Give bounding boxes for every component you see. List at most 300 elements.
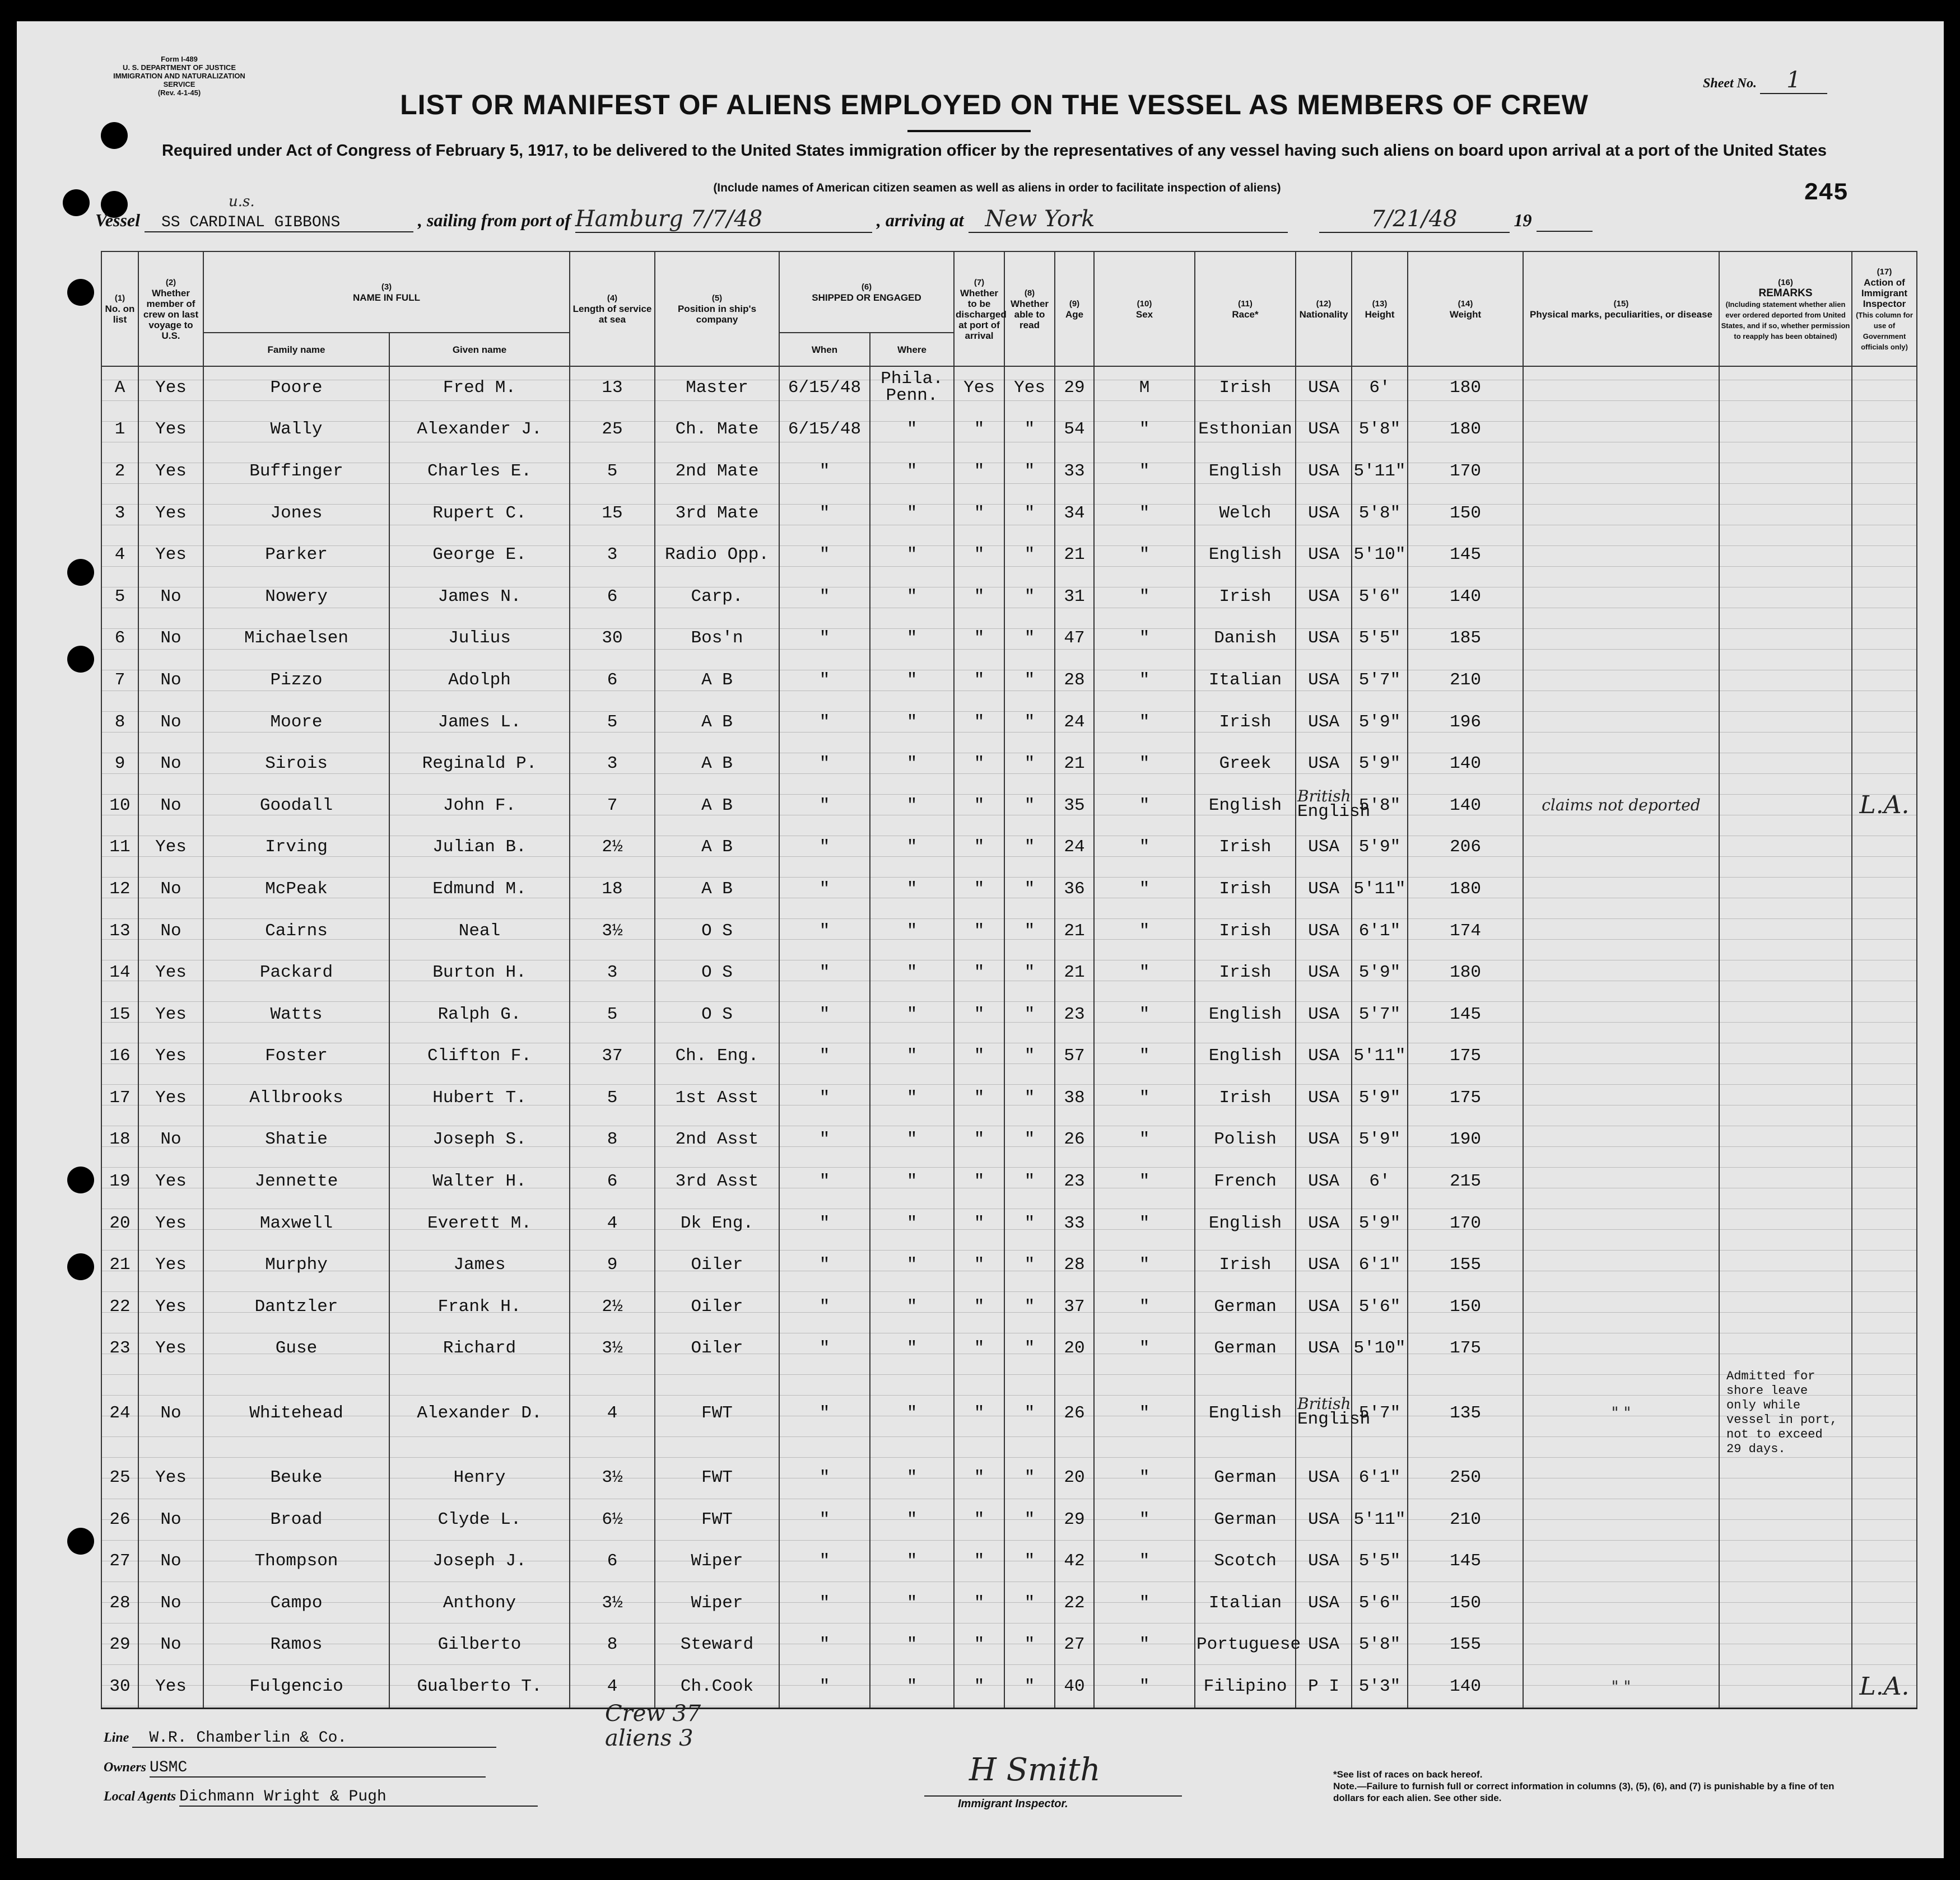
last-voyage-cell: [138, 1499, 203, 1541]
shipped-when-cell: [779, 868, 870, 910]
position-cell: [655, 1540, 779, 1582]
table-row: [101, 1119, 1917, 1161]
able-to-read-cell: [1004, 1499, 1055, 1541]
discharged-value: ": [974, 628, 985, 649]
family-name-cell: [203, 701, 389, 743]
inspector-action-cell: [1852, 743, 1917, 785]
service-length-value: 6: [607, 586, 618, 607]
height-cell: [1352, 993, 1408, 1035]
sex-cell: [1094, 618, 1195, 660]
nationality-cell: [1296, 1666, 1352, 1708]
position-cell: [655, 1286, 779, 1328]
service-length-value: 3½: [602, 1593, 623, 1613]
height-cell: [1352, 659, 1408, 701]
weight-cell: [1408, 1624, 1523, 1666]
row-number-cell: [101, 659, 138, 701]
race-value: Italian: [1208, 1593, 1282, 1613]
able-to-read-cell: [1004, 659, 1055, 701]
inspector-action-cell: [1852, 785, 1917, 827]
last-voyage-cell: [138, 1624, 203, 1666]
last-voyage-value: No: [160, 754, 181, 774]
able-to-read-cell: [1004, 1077, 1055, 1119]
shipped-when-cell: [779, 576, 870, 618]
shipped-when-cell: [779, 1499, 870, 1541]
service-length-cell: [570, 576, 655, 618]
service-length-value: 3½: [602, 1468, 623, 1488]
given-name-cell: [389, 576, 570, 618]
last-voyage-cell: [138, 827, 203, 869]
discharged-cell: [954, 659, 1004, 701]
remarks-cell: [1719, 1582, 1852, 1624]
family-name-value: Allbrooks: [249, 1088, 343, 1108]
given-name-value: John F.: [443, 795, 516, 815]
service-length-value: 37: [602, 1046, 623, 1066]
service-length-value: 25: [602, 419, 623, 440]
race-value: Irish: [1219, 586, 1272, 607]
row-number-value: 21: [109, 1255, 131, 1275]
given-name-value: Charles E.: [427, 461, 532, 481]
service-length-cell: [570, 659, 655, 701]
service-length-value: 15: [602, 503, 623, 523]
inspector-action-cell: [1852, 1624, 1917, 1666]
position-cell: [655, 492, 779, 534]
row-number-value: 18: [109, 1130, 131, 1150]
col-header-given-name: Given name: [389, 333, 570, 366]
row-number-cell: [101, 1666, 138, 1708]
position-cell: [655, 1328, 779, 1370]
weight-value: 190: [1450, 1130, 1481, 1150]
position-value: A B: [701, 670, 733, 690]
nationality-value: USA: [1308, 1509, 1339, 1529]
given-name-cell: [389, 1540, 570, 1582]
weight-value: 140: [1450, 586, 1481, 607]
row-number-cell: [101, 785, 138, 827]
service-length-cell: [570, 910, 655, 952]
nationality-value: USA: [1308, 879, 1339, 899]
shipped-where-value: ": [906, 419, 918, 440]
race-value: Irish: [1219, 377, 1272, 398]
height-value: 5'9": [1358, 754, 1401, 774]
weight-cell: [1408, 409, 1523, 451]
last-voyage-cell: [138, 1666, 203, 1708]
row-number-cell: [101, 534, 138, 576]
sex-cell: [1094, 366, 1195, 409]
service-length-cell: [570, 409, 655, 451]
race-cell: [1195, 618, 1296, 660]
service-length-cell: [570, 1119, 655, 1161]
family-name-value: Goodall: [259, 795, 333, 815]
service-length-value: 3: [607, 754, 618, 774]
shipped-when-value: ": [819, 837, 830, 857]
physical-marks-cell: [1523, 1328, 1719, 1370]
line-field: [104, 1729, 552, 1748]
nationality-value: USA: [1308, 628, 1339, 649]
age-value: 35: [1064, 795, 1085, 815]
nationality-value: USA: [1308, 837, 1339, 857]
physical-marks-cell: [1523, 1666, 1719, 1708]
service-length-cell: [570, 1202, 655, 1244]
row-number-cell: [101, 1119, 138, 1161]
service-length-cell: [570, 450, 655, 492]
position-cell: [655, 1582, 779, 1624]
family-name-value: Packard: [259, 963, 333, 983]
sex-cell: [1094, 659, 1195, 701]
given-name-cell: [389, 910, 570, 952]
shipped-where-value: ": [906, 503, 918, 523]
race-value: Scotch: [1214, 1551, 1277, 1571]
height-value: 5'6": [1358, 586, 1401, 607]
position-cell: [655, 910, 779, 952]
able-to-read-value: ": [1024, 879, 1035, 899]
discharged-value: ": [974, 837, 985, 857]
weight-cell: [1408, 1666, 1523, 1708]
table-row: [101, 1582, 1917, 1624]
last-voyage-cell: [138, 743, 203, 785]
shipped-when-value: ": [819, 628, 830, 649]
table-row: [101, 868, 1917, 910]
nationality-cell: [1296, 1119, 1352, 1161]
discharged-cell: [954, 1540, 1004, 1582]
inspector-action-value: L.A.: [1859, 791, 1910, 820]
shipped-when-cell: [779, 1328, 870, 1370]
col-header-nationality: (12) Nationality: [1296, 251, 1352, 366]
able-to-read-value: ": [1024, 461, 1035, 481]
service-length-cell: [570, 951, 655, 993]
shipped-where-cell: [870, 910, 954, 952]
shipped-when-value: ": [819, 1635, 830, 1655]
family-name-value: Beuke: [270, 1468, 323, 1488]
discharged-value: ": [974, 1172, 985, 1192]
shipped-when-cell: [779, 910, 870, 952]
able-to-read-value: ": [1024, 1004, 1035, 1024]
weight-cell: [1408, 1035, 1523, 1077]
shipped-when-cell: [779, 1077, 870, 1119]
physical-marks-cell: [1523, 1202, 1719, 1244]
last-voyage-value: Yes: [155, 1296, 187, 1317]
nationality-cell: [1296, 993, 1352, 1035]
position-cell: [655, 618, 779, 660]
last-voyage-cell: [138, 618, 203, 660]
service-length-cell: [570, 1499, 655, 1541]
remarks-cell: [1719, 366, 1852, 409]
service-length-value: 2½: [602, 837, 623, 857]
row-number-cell: [101, 1457, 138, 1499]
weight-cell: [1408, 1499, 1523, 1541]
row-number-cell: [101, 1286, 138, 1328]
race-value: Danish: [1214, 628, 1277, 649]
inspector-action-cell: [1852, 1499, 1917, 1541]
family-name-value: Wally: [270, 419, 323, 440]
height-cell: [1352, 1035, 1408, 1077]
race-cell: [1195, 951, 1296, 993]
position-cell: [655, 1077, 779, 1119]
family-name-value: Moore: [270, 712, 323, 732]
shipped-where-cell: [870, 1035, 954, 1077]
able-to-read-cell: [1004, 993, 1055, 1035]
shipped-where-value: ": [906, 586, 918, 607]
service-length-value: 8: [607, 1635, 618, 1655]
race-value: Irish: [1219, 712, 1272, 732]
sex-cell: [1094, 492, 1195, 534]
able-to-read-value: ": [1024, 1296, 1035, 1317]
height-value: 6'1": [1358, 921, 1401, 941]
row-number-cell: [101, 1035, 138, 1077]
sex-cell: [1094, 1328, 1195, 1370]
age-cell: [1055, 409, 1094, 451]
family-name-value: Foster: [265, 1046, 328, 1066]
row-number-cell: [101, 1499, 138, 1541]
able-to-read-value: ": [1024, 1551, 1035, 1571]
weight-cell: [1408, 659, 1523, 701]
discharged-cell: [954, 1369, 1004, 1457]
given-name-value: Alexander D.: [417, 1403, 542, 1423]
shipped-when-cell: [779, 993, 870, 1035]
age-value: 29: [1064, 1509, 1085, 1529]
last-voyage-value: Yes: [155, 503, 187, 523]
nationality-cell: [1296, 868, 1352, 910]
able-to-read-value: ": [1024, 1509, 1035, 1529]
discharged-cell: [954, 1499, 1004, 1541]
shipped-where-cell: [870, 827, 954, 869]
last-voyage-value: Yes: [155, 963, 187, 983]
last-voyage-value: Yes: [155, 1255, 187, 1275]
shipped-when-cell: [779, 450, 870, 492]
row-number-cell: [101, 1624, 138, 1666]
service-length-cell: [570, 1077, 655, 1119]
able-to-read-cell: [1004, 1457, 1055, 1499]
shipped-when-cell: [779, 659, 870, 701]
given-name-cell: [389, 868, 570, 910]
nationality-cell: [1296, 701, 1352, 743]
last-voyage-cell: [138, 1457, 203, 1499]
race-cell: [1195, 1369, 1296, 1457]
shipped-where-cell: [870, 576, 954, 618]
physical-marks-cell: [1523, 993, 1719, 1035]
family-name-cell: [203, 492, 389, 534]
given-name-cell: [389, 785, 570, 827]
physical-marks-cell: [1523, 450, 1719, 492]
discharged-cell: [954, 951, 1004, 993]
physical-marks-cell: [1523, 534, 1719, 576]
sex-value: ": [1139, 1172, 1150, 1192]
sex-cell: [1094, 1624, 1195, 1666]
service-length-cell: [570, 1286, 655, 1328]
col-header-sex: (10) Sex: [1094, 251, 1195, 366]
service-length-cell: [570, 534, 655, 576]
nationality-value: USA: [1308, 1172, 1339, 1192]
last-voyage-cell: [138, 868, 203, 910]
weight-cell: [1408, 1202, 1523, 1244]
given-name-value: James N.: [437, 586, 522, 607]
row-number-cell: [101, 1244, 138, 1286]
nationality-value: USA: [1308, 921, 1339, 941]
age-value: 24: [1064, 837, 1085, 857]
position-cell: [655, 1457, 779, 1499]
page-title: LIST OR MANIFEST OF ALIENS EMPLOYED ON THE VESSEL AS MEMBERS OF CREW: [400, 89, 1589, 120]
nationality-value: USA: [1308, 461, 1339, 481]
nationality-cell: [1296, 576, 1352, 618]
race-value: Irish: [1219, 963, 1272, 983]
discharged-cell: [954, 1457, 1004, 1499]
aliens-total: aliens 3: [605, 1725, 693, 1751]
family-name-value: Maxwell: [259, 1213, 333, 1233]
discharged-cell: [954, 1328, 1004, 1370]
discharged-value: ": [974, 1004, 985, 1024]
discharged-cell: [954, 1666, 1004, 1708]
nationality-value: USA: [1308, 1296, 1339, 1317]
sex-value: ": [1139, 879, 1150, 899]
physical-marks-cell: [1523, 827, 1719, 869]
last-voyage-cell: [138, 1160, 203, 1202]
row-number-value: 29: [109, 1635, 131, 1655]
last-voyage-cell: [138, 1119, 203, 1161]
position-value: FWT: [701, 1403, 733, 1423]
physical-marks-cell: [1523, 1582, 1719, 1624]
last-voyage-cell: [138, 951, 203, 993]
able-to-read-value: ": [1024, 837, 1035, 857]
shipped-when-value: ": [819, 1172, 830, 1192]
sex-value: ": [1139, 461, 1150, 481]
physical-marks-cell: [1523, 1369, 1719, 1457]
discharged-value: ": [974, 1046, 985, 1066]
row-number-value: 16: [109, 1046, 131, 1066]
nationality-cell: [1296, 534, 1352, 576]
age-cell: [1055, 1582, 1094, 1624]
position-value: 1st Asst: [675, 1088, 759, 1108]
discharged-value: ": [974, 1551, 985, 1571]
discharged-value: ": [974, 795, 985, 815]
sex-value: ": [1139, 419, 1150, 440]
able-to-read-cell: [1004, 1202, 1055, 1244]
age-cell: [1055, 576, 1094, 618]
service-length-value: 30: [602, 628, 623, 649]
shipped-when-value: ": [819, 1046, 830, 1066]
shipped-where-cell: [870, 1286, 954, 1328]
family-name-value: Irving: [265, 837, 328, 857]
table-row: [101, 1540, 1917, 1582]
physical-marks-cell: [1523, 576, 1719, 618]
weight-value: 174: [1450, 921, 1481, 941]
revision: (Rev. 4-1-45): [157, 88, 201, 97]
arriving-label: , arriving at: [876, 210, 964, 230]
remarks-cell: [1719, 1202, 1852, 1244]
height-cell: [1352, 1666, 1408, 1708]
last-voyage-value: No: [160, 586, 181, 607]
family-name-cell: [203, 1160, 389, 1202]
race-cell: [1195, 1457, 1296, 1499]
service-length-value: 2½: [602, 1296, 623, 1317]
height-cell: [1352, 1582, 1408, 1624]
height-value: 5'8": [1358, 1635, 1401, 1655]
age-cell: [1055, 910, 1094, 952]
discharged-value: ": [974, 1255, 985, 1275]
family-name-cell: [203, 1540, 389, 1582]
age-cell: [1055, 743, 1094, 785]
sheet-number-value: 1: [1760, 67, 1827, 94]
age-cell: [1055, 701, 1094, 743]
nationality-value: USA: [1308, 377, 1339, 398]
weight-cell: [1408, 366, 1523, 409]
last-voyage-value: No: [160, 1635, 181, 1655]
shipped-where-cell: [870, 1457, 954, 1499]
given-name-cell: [389, 409, 570, 451]
col-header-marks: (15) Physical marks, peculiarities, or disease: [1523, 251, 1719, 366]
agents-field: [104, 1788, 608, 1807]
sex-value: ": [1139, 1403, 1150, 1423]
race-cell: [1195, 1582, 1296, 1624]
physical-marks-value: " ": [1611, 1677, 1631, 1696]
remarks-cell: [1719, 827, 1852, 869]
position-cell: [655, 743, 779, 785]
discharged-value: ": [974, 1468, 985, 1488]
discharged-cell: [954, 1035, 1004, 1077]
inspector-action-cell: [1852, 618, 1917, 660]
able-to-read-value: ": [1024, 1677, 1035, 1697]
position-value: Oiler: [691, 1338, 743, 1359]
age-value: 24: [1064, 712, 1085, 732]
remarks-cell: [1719, 618, 1852, 660]
weight-value: 145: [1450, 1004, 1481, 1024]
height-value: 5'7": [1358, 1004, 1401, 1024]
row-number-value: 22: [109, 1296, 131, 1317]
arrival-date: 7/21/48: [1319, 206, 1510, 233]
row-number-cell: [101, 1160, 138, 1202]
sex-value: ": [1139, 1677, 1150, 1697]
shipped-where-value: ": [906, 1468, 918, 1488]
able-to-read-cell: [1004, 576, 1055, 618]
race-cell: [1195, 1160, 1296, 1202]
sex-value: ": [1139, 921, 1150, 941]
punch-hole: [67, 559, 94, 586]
weight-value: 150: [1450, 1296, 1481, 1317]
crew-table: [101, 251, 1917, 1709]
col-header-last-voyage: (2) Whether member of crew on last voyage to U.S.: [138, 251, 203, 366]
shipped-when-cell: [779, 409, 870, 451]
height-cell: [1352, 910, 1408, 952]
able-to-read-cell: [1004, 1119, 1055, 1161]
physical-marks-cell: [1523, 701, 1719, 743]
discharged-value: ": [974, 879, 985, 899]
nationality-cell: [1296, 951, 1352, 993]
family-name-cell: [203, 1582, 389, 1624]
remarks-cell: [1719, 1457, 1852, 1499]
shipped-where-cell: [870, 409, 954, 451]
given-name-value: Henry: [453, 1468, 506, 1488]
nationality-value: USA: [1308, 1213, 1339, 1233]
service-length-cell: [570, 1457, 655, 1499]
height-cell: [1352, 1369, 1408, 1457]
able-to-read-cell: [1004, 1624, 1055, 1666]
table-row: [101, 450, 1917, 492]
position-cell: [655, 868, 779, 910]
sex-value: ": [1139, 754, 1150, 774]
nationality-value: USA: [1308, 963, 1339, 983]
service-length-value: 6: [607, 1172, 618, 1192]
inspector-action-cell: [1852, 1202, 1917, 1244]
age-cell: [1055, 1119, 1094, 1161]
sailing-port: Hamburg 7/7/48: [575, 206, 872, 233]
col-header-where: Where: [870, 333, 954, 366]
able-to-read-value: ": [1024, 795, 1035, 815]
shipped-when-value: ": [819, 1130, 830, 1150]
discharged-value: ": [974, 1509, 985, 1529]
physical-marks-cell: [1523, 618, 1719, 660]
last-voyage-value: Yes: [155, 1004, 187, 1024]
family-name-cell: [203, 910, 389, 952]
given-name-cell: [389, 1160, 570, 1202]
family-name-cell: [203, 576, 389, 618]
remarks-cell: [1719, 1077, 1852, 1119]
